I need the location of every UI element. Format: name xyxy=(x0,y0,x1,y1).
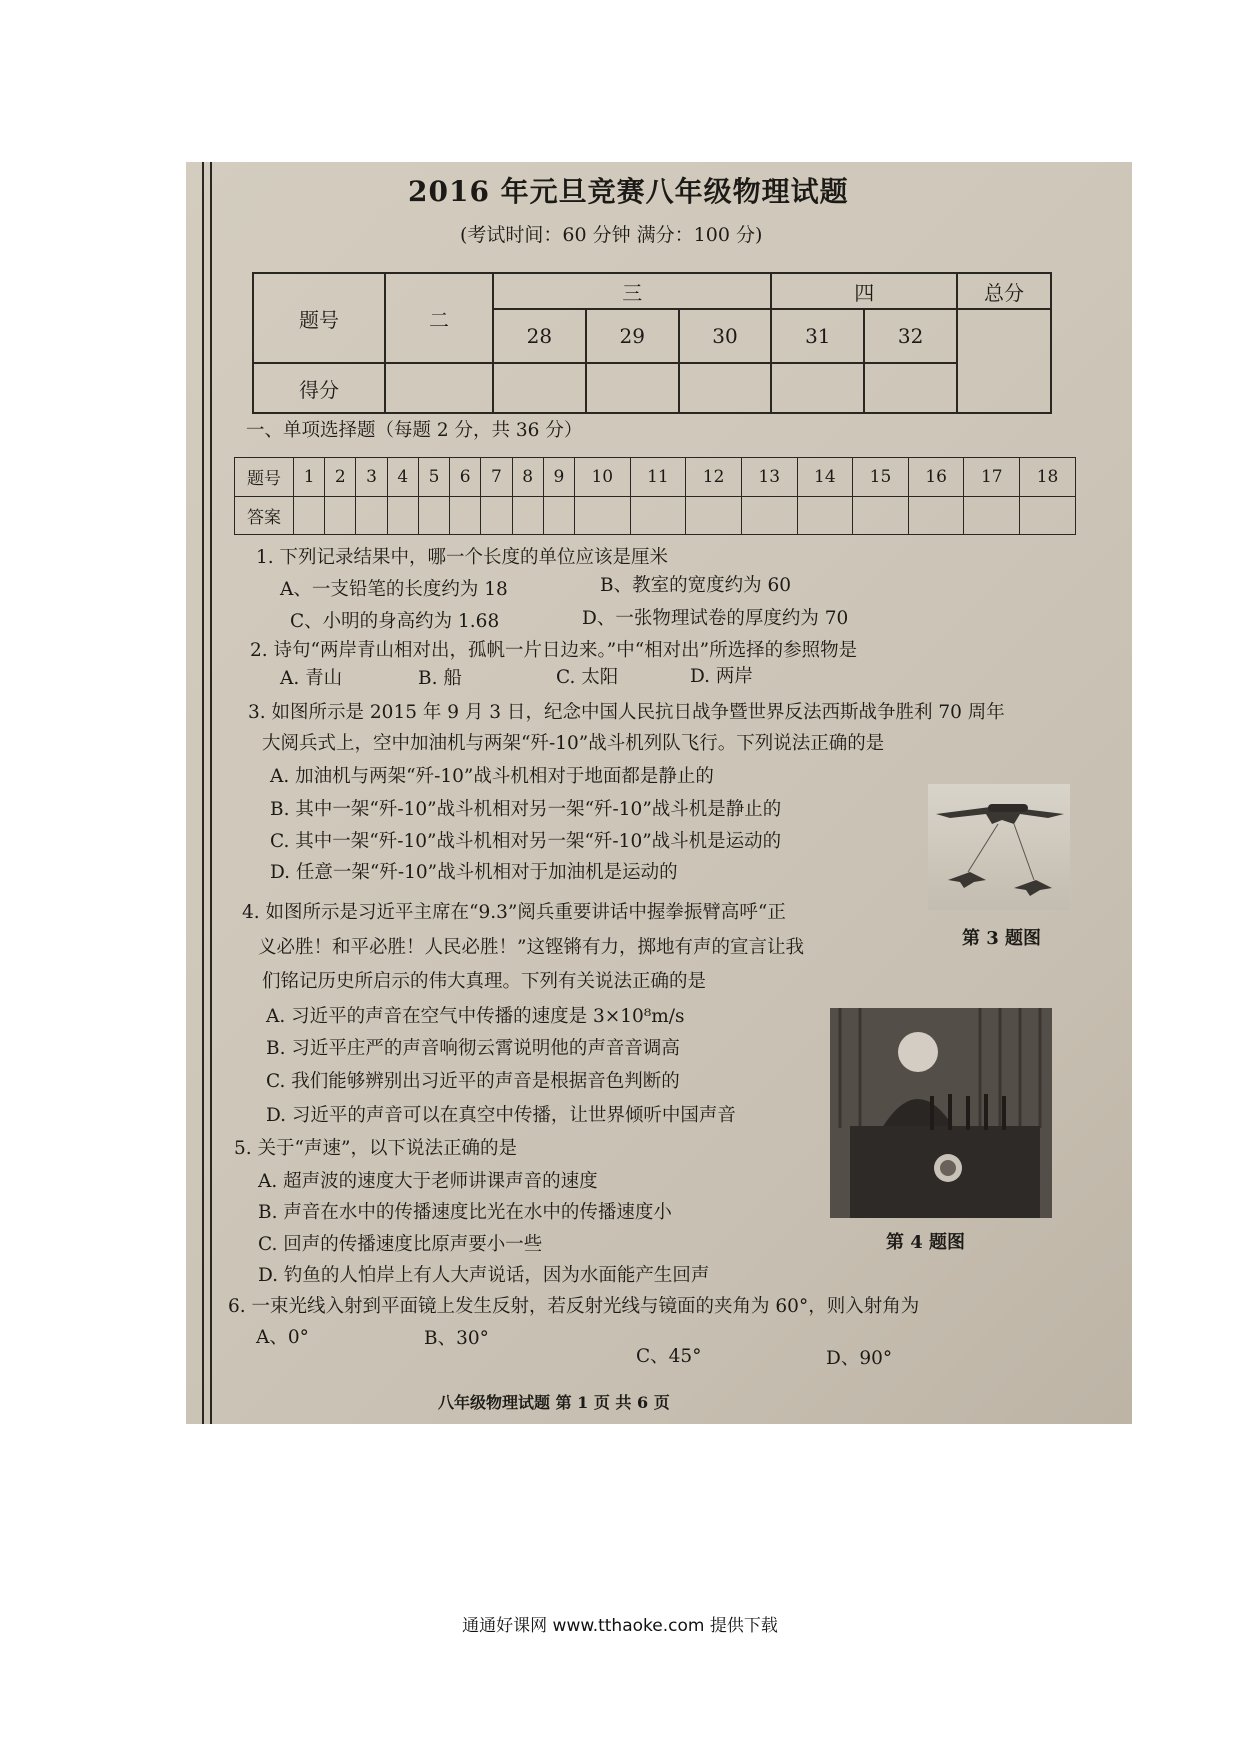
answer-cell xyxy=(512,496,543,535)
question-2-option-d: D. 两岸 xyxy=(690,666,753,687)
question-4-option-d: D. 习近平的声音可以在真空中传播，让世界倾听中国声音 xyxy=(266,1105,736,1126)
question-6-option-a: A、0° xyxy=(256,1327,309,1348)
answer-number: 14 xyxy=(797,458,853,497)
score-col-three: 三 xyxy=(493,273,771,309)
answer-number: 6 xyxy=(450,458,481,497)
question-1-option-a: A、一支铅笔的长度约为 18 xyxy=(280,579,508,600)
aircraft-photo xyxy=(928,784,1070,910)
question-4-option-c: C. 我们能够辨别出习近平的声音是根据音色判断的 xyxy=(266,1071,680,1092)
score-sub-number: 30 xyxy=(679,309,772,363)
exam-photo xyxy=(186,162,1132,1424)
question-2-option-a: A. 青山 xyxy=(280,668,343,689)
answer-cell xyxy=(481,496,512,535)
question-5-option-c: C. 回声的传播速度比原声要小一些 xyxy=(258,1234,543,1255)
answer-number: 1 xyxy=(294,458,325,497)
score-col-four: 四 xyxy=(771,273,957,309)
score-sub-number: 31 xyxy=(771,309,864,363)
question-1-option-c: C、小明的身高约为 1.68 xyxy=(290,611,500,632)
answer-number: 9 xyxy=(543,458,574,497)
answer-cell xyxy=(418,496,449,535)
answer-cell xyxy=(964,496,1020,535)
question-6-option-d: D、90° xyxy=(826,1348,893,1369)
binding-line xyxy=(210,162,212,1424)
speaker-podium-icon xyxy=(830,1008,1052,1218)
answer-number: 18 xyxy=(1020,458,1076,497)
binding-line xyxy=(202,162,204,1424)
answer-number: 16 xyxy=(908,458,964,497)
page-footer: 八年级物理试题 第 1 页 共 6 页 xyxy=(438,1393,670,1412)
answer-number: 4 xyxy=(387,458,418,497)
answer-number: 12 xyxy=(686,458,742,497)
question-5-option-d: D. 钓鱼的人怕岸上有人大声说话，因为水面能产生回声 xyxy=(258,1265,710,1286)
score-cell xyxy=(864,363,957,413)
score-col-total: 总分 xyxy=(957,273,1051,309)
figure-3-caption: 第 3 题图 xyxy=(962,928,1042,949)
answer-row-label: 答案 xyxy=(235,496,294,535)
question-2-stem: 2. 诗句“两岸青山相对出，孤帆一片日边来。”中“相对出”所选择的参照物是 xyxy=(250,640,858,661)
answer-cell xyxy=(574,496,630,535)
answer-cell xyxy=(741,496,797,535)
score-cell xyxy=(771,363,864,413)
answer-cell xyxy=(686,496,742,535)
figure-4-caption: 第 4 题图 xyxy=(886,1232,966,1253)
answer-cell xyxy=(325,496,356,535)
question-4-stem-line2: 义必胜！和平必胜！人民必胜！”这铿锵有力，掷地有声的宣言让我 xyxy=(258,937,804,958)
question-4-option-b: B. 习近平庄严的声音响彻云霄说明他的声音音调高 xyxy=(266,1038,680,1059)
answer-number: 10 xyxy=(574,458,630,497)
exam-title: 2016 年元旦竞赛八年级物理试题 xyxy=(408,175,849,208)
question-3-stem-line2: 大阅兵式上，空中加油机与两架“歼-10”战斗机列队飞行。下列说法正确的是 xyxy=(262,733,885,754)
answer-number: 15 xyxy=(853,458,909,497)
score-cell xyxy=(385,363,493,413)
answer-number: 17 xyxy=(964,458,1020,497)
question-4-option-a: A. 习近平的声音在空气中传播的速度是 3×10⁸m/s xyxy=(266,1006,685,1027)
score-cell xyxy=(493,363,586,413)
question-5-option-b: B. 声音在水中的传播速度比光在水中的传播速度小 xyxy=(258,1202,672,1223)
question-6-option-c: C、45° xyxy=(636,1346,702,1367)
answer-number: 5 xyxy=(418,458,449,497)
score-sub-number: 29 xyxy=(586,309,679,363)
exam-subtitle: (考试时间：60 分钟 满分：100 分) xyxy=(460,224,763,246)
score-row-label: 题号 xyxy=(253,273,385,363)
question-5-stem: 5. 关于“声速”，以下说法正确的是 xyxy=(234,1138,517,1159)
watermark-text: 通通好课网 www.tthaoke.com 提供下载 xyxy=(462,1616,778,1636)
answer-number: 13 xyxy=(741,458,797,497)
answer-cell xyxy=(387,496,418,535)
score-col-two: 二 xyxy=(385,273,493,363)
section-heading: 一、单项选择题（每题 2 分，共 36 分） xyxy=(246,420,583,441)
question-5-option-a: A. 超声波的速度大于老师讲课声音的速度 xyxy=(258,1171,598,1192)
question-6-option-b: B、30° xyxy=(424,1328,489,1349)
aircraft-formation-icon xyxy=(928,784,1070,910)
answer-table xyxy=(234,457,1076,535)
answer-cell xyxy=(908,496,964,535)
answer-row-label: 题号 xyxy=(235,458,294,497)
answer-cell xyxy=(543,496,574,535)
question-2-option-c: C. 太阳 xyxy=(556,667,619,688)
answer-cell xyxy=(853,496,909,535)
score-total-cell xyxy=(957,309,1051,413)
question-4-stem-line1: 4. 如图所示是习近平主席在“9.3”阅兵重要讲话中握拳振臂高呼“正 xyxy=(242,902,786,923)
answer-cell xyxy=(294,496,325,535)
question-4-stem-line3: 们铭记历史所启示的伟大真理。下列有关说法正确的是 xyxy=(262,971,707,992)
score-table xyxy=(252,272,1052,414)
answer-cell xyxy=(356,496,387,535)
question-3-option-d: D. 任意一架“歼-10”战斗机相对于加油机是运动的 xyxy=(270,862,678,883)
answer-cell xyxy=(450,496,481,535)
answer-number: 7 xyxy=(481,458,512,497)
question-1-option-b: B、教室的宽度约为 60 xyxy=(600,575,792,596)
score-sub-number: 28 xyxy=(493,309,586,363)
score-cell xyxy=(679,363,772,413)
question-1-stem: 1. 下列记录结果中，哪一个长度的单位应该是厘米 xyxy=(256,547,669,568)
answer-number: 3 xyxy=(356,458,387,497)
score-row-label: 得分 xyxy=(253,363,385,413)
score-sub-number: 32 xyxy=(864,309,957,363)
answer-cell xyxy=(1020,496,1076,535)
question-3-option-c: C. 其中一架“歼-10”战斗机相对另一架“歼-10”战斗机是运动的 xyxy=(270,831,782,852)
question-6-stem: 6. 一束光线入射到平面镜上发生反射，若反射光线与镜面的夹角为 60°，则入射角为 xyxy=(228,1296,920,1317)
answer-number: 2 xyxy=(325,458,356,497)
speech-photo xyxy=(830,1008,1052,1218)
answer-number: 11 xyxy=(630,458,686,497)
question-3-option-a: A. 加油机与两架“歼-10”战斗机相对于地面都是静止的 xyxy=(270,766,714,787)
question-3-stem-line1: 3. 如图所示是 2015 年 9 月 3 日，纪念中国人民抗日战争暨世界反法西斯战争胜利 70 周年 xyxy=(248,702,1005,723)
question-3-option-b: B. 其中一架“歼-10”战斗机相对另一架“歼-10”战斗机是静止的 xyxy=(270,799,782,820)
question-1-option-d: D、一张物理试卷的厚度约为 70 xyxy=(582,608,849,629)
answer-cell xyxy=(797,496,853,535)
question-2-option-b: B. 船 xyxy=(418,668,462,689)
answer-cell xyxy=(630,496,686,535)
answer-number: 8 xyxy=(512,458,543,497)
score-cell xyxy=(586,363,679,413)
